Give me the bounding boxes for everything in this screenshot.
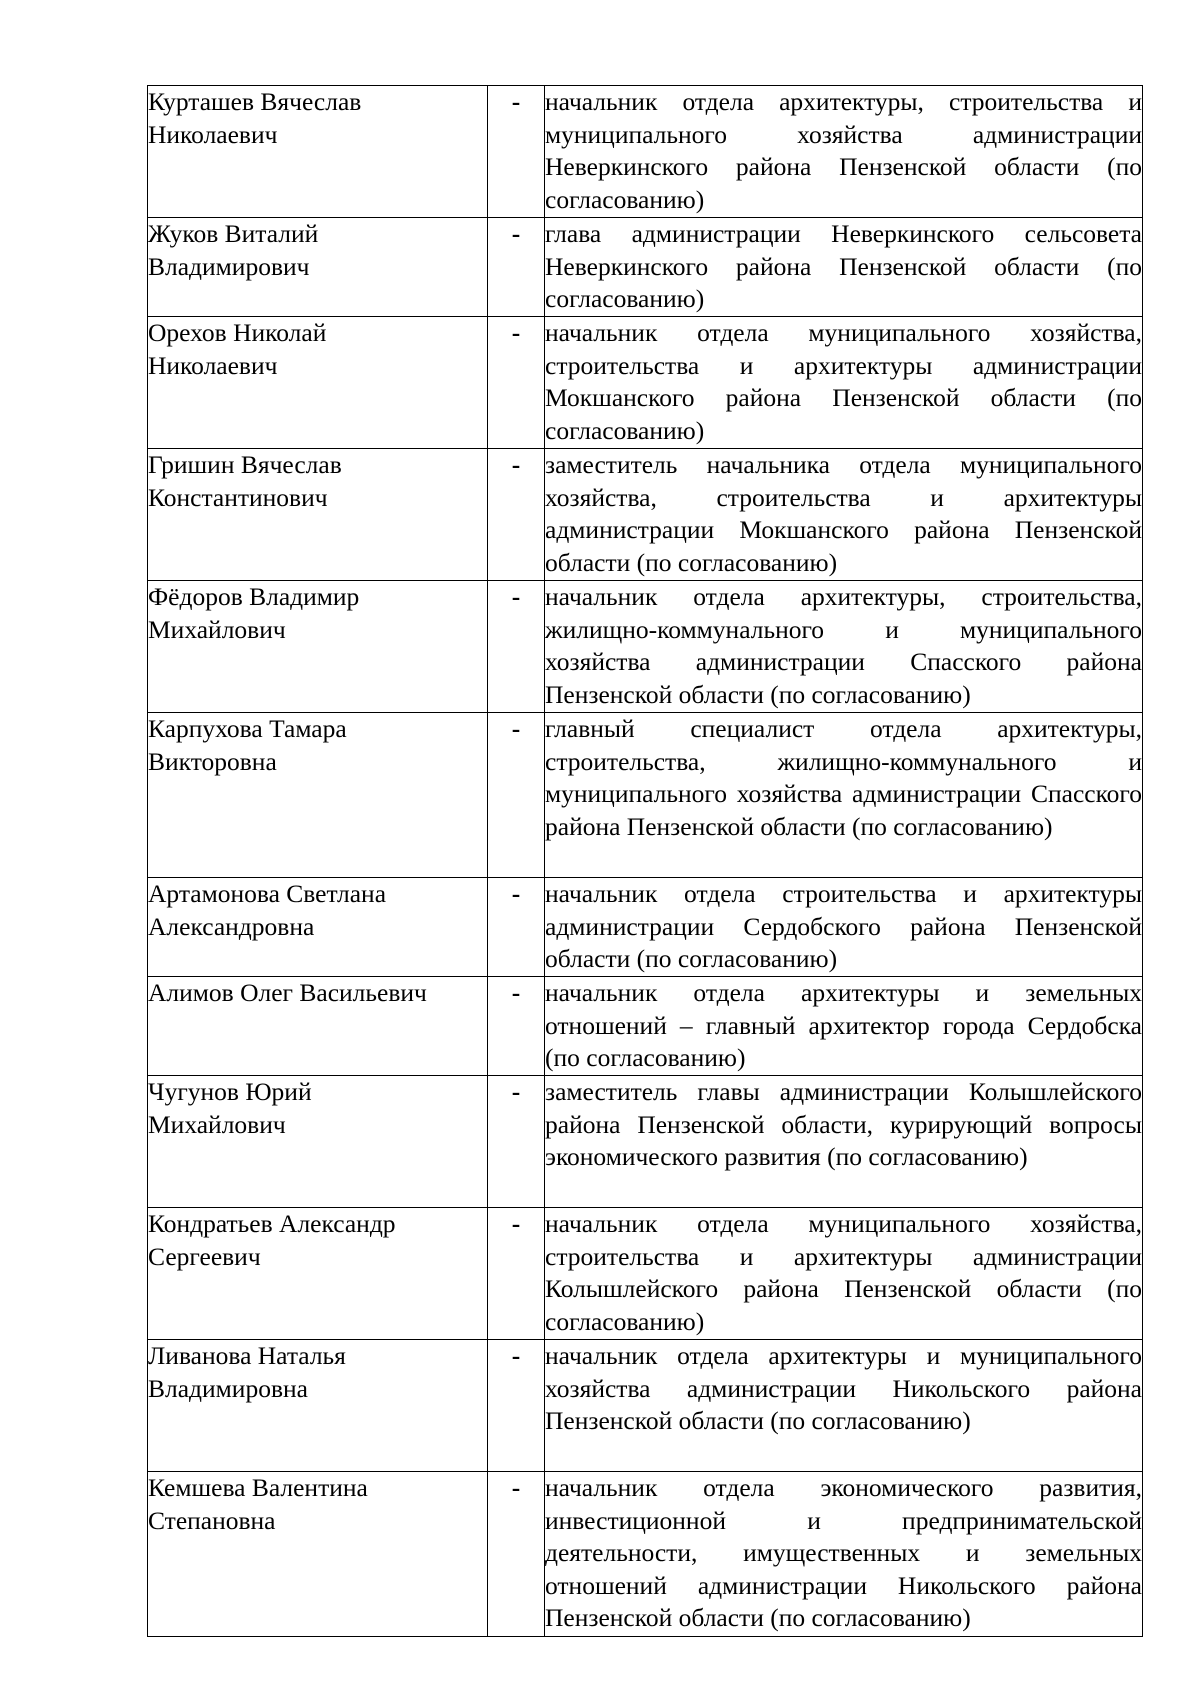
member-name-cell — [148, 317, 488, 449]
member-name-cell — [148, 581, 488, 713]
table-row — [148, 581, 1143, 713]
member-surname-name: Артамонова Светлана — [148, 879, 387, 908]
dash-separator-cell: - — [488, 1472, 545, 1637]
commission-members-table — [147, 85, 1143, 1637]
member-surname-name: Гришин Вячеслав — [148, 450, 342, 479]
member-surname-name: Курташев Вячеслав — [148, 87, 362, 116]
member-position-cell: начальник отдела архитектуры и земельных отношений – главный архитектор города Сердобска (по согласованию) — [545, 977, 1143, 1076]
member-surname-name: Жуков Виталий — [148, 219, 319, 248]
member-name-cell — [148, 1472, 488, 1637]
member-position-cell: начальник отдела экономического развития, инвестиционной и предпринимательской деятельности, имущественных и земельных отношений администрации Никольского района Пензенской области (по согласованию) — [545, 1472, 1143, 1637]
member-patronymic: Константинович — [148, 482, 328, 512]
table-row — [148, 977, 1143, 1076]
dash-separator-cell: - — [488, 581, 545, 713]
member-position-cell: начальник отдела архитектуры, строительства, жилищно-коммунального и муниципального хозяйства администрации Спасского района Пензенской области (по согласованию) — [545, 581, 1143, 713]
table-row — [148, 713, 1143, 878]
member-patronymic: Степановна — [148, 1505, 276, 1535]
member-name-cell — [148, 449, 488, 581]
member-name-cell — [148, 977, 488, 1076]
member-surname-name: Орехов Николай — [148, 318, 327, 347]
member-patronymic: Владимирович — [148, 251, 310, 281]
member-patronymic: Николаевич — [148, 119, 278, 149]
member-position-cell: заместитель начальника отдела муниципального хозяйства, строительства и архитектуры администрации Мокшанского района Пензенской области (по согласованию) — [545, 449, 1143, 581]
member-position-cell: начальник отдела муниципального хозяйства, строительства и архитектуры администрации Мокшанского района Пензенской области (по согласованию) — [545, 317, 1143, 449]
member-name-cell — [148, 218, 488, 317]
table-row — [148, 218, 1143, 317]
member-position-cell: глава администрации Неверкинского сельсовета Неверкинского района Пензенской области (по согласованию) — [545, 218, 1143, 317]
member-surname-name: Ливанова Наталья — [148, 1341, 346, 1370]
member-name-cell — [148, 713, 488, 878]
member-name-cell — [148, 878, 488, 977]
member-patronymic: Александровна — [148, 911, 315, 941]
member-surname-name: Алимов Олег Васильевич — [148, 978, 427, 1007]
member-patronymic: Владимировна — [148, 1373, 308, 1403]
member-surname-name: Кемшева Валентина — [148, 1473, 368, 1502]
table-row — [148, 1340, 1143, 1472]
dash-separator-cell: - — [488, 1076, 545, 1208]
member-patronymic: Михайлович — [148, 1109, 286, 1139]
dash-separator-cell: - — [488, 1340, 545, 1472]
dash-separator-cell: - — [488, 317, 545, 449]
member-name-cell — [148, 86, 488, 218]
table-row — [148, 86, 1143, 218]
member-patronymic: Михайлович — [148, 614, 286, 644]
member-surname-name: Кондратьев Александр — [148, 1209, 396, 1238]
dash-separator-cell: - — [488, 218, 545, 317]
member-surname-name: Чугунов Юрий — [148, 1077, 312, 1106]
member-surname-name: Фёдоров Владимир — [148, 582, 360, 611]
table-row — [148, 878, 1143, 977]
member-name-cell — [148, 1076, 488, 1208]
table-row — [148, 1076, 1143, 1208]
table-row — [148, 317, 1143, 449]
member-patronymic: Викторовна — [148, 746, 277, 776]
dash-separator-cell: - — [488, 878, 545, 977]
member-position-cell: начальник отдела строительства и архитектуры администрации Сердобского района Пензенской области (по согласованию) — [545, 878, 1143, 977]
member-position-cell: начальник отдела архитектуры, строительства и муниципального хозяйства администрации Неверкинского района Пензенской области (по согласованию) — [545, 86, 1143, 218]
table-row — [148, 1472, 1143, 1637]
members-table-body — [148, 86, 1143, 1637]
dash-separator-cell: - — [488, 449, 545, 581]
dash-separator-cell: - — [488, 713, 545, 878]
member-position-cell: заместитель главы администрации Колышлейского района Пензенской области, курирующий вопросы экономического развития (по согласованию) — [545, 1076, 1143, 1208]
member-position-cell: главный специалист отдела архитектуры, строительства, жилищно-коммунального и муниципального хозяйства администрации Спасского района Пензенской области (по согласованию) — [545, 713, 1143, 878]
member-position-cell: начальник отдела муниципального хозяйства, строительства и архитектуры администрации Колышлейского района Пензенской области (по согласованию) — [545, 1208, 1143, 1340]
member-name-cell — [148, 1208, 488, 1340]
table-row — [148, 1208, 1143, 1340]
table-row — [148, 449, 1143, 581]
member-name-cell — [148, 1340, 488, 1472]
member-position-cell: начальник отдела архитектуры и муниципального хозяйства администрации Никольского района Пензенской области (по согласованию) — [545, 1340, 1143, 1472]
member-surname-name: Карпухова Тамара — [148, 714, 347, 743]
dash-separator-cell: - — [488, 977, 545, 1076]
dash-separator-cell: - — [488, 86, 545, 218]
member-patronymic: Сергеевич — [148, 1241, 261, 1271]
dash-separator-cell: - — [488, 1208, 545, 1340]
member-patronymic: Николаевич — [148, 350, 278, 380]
